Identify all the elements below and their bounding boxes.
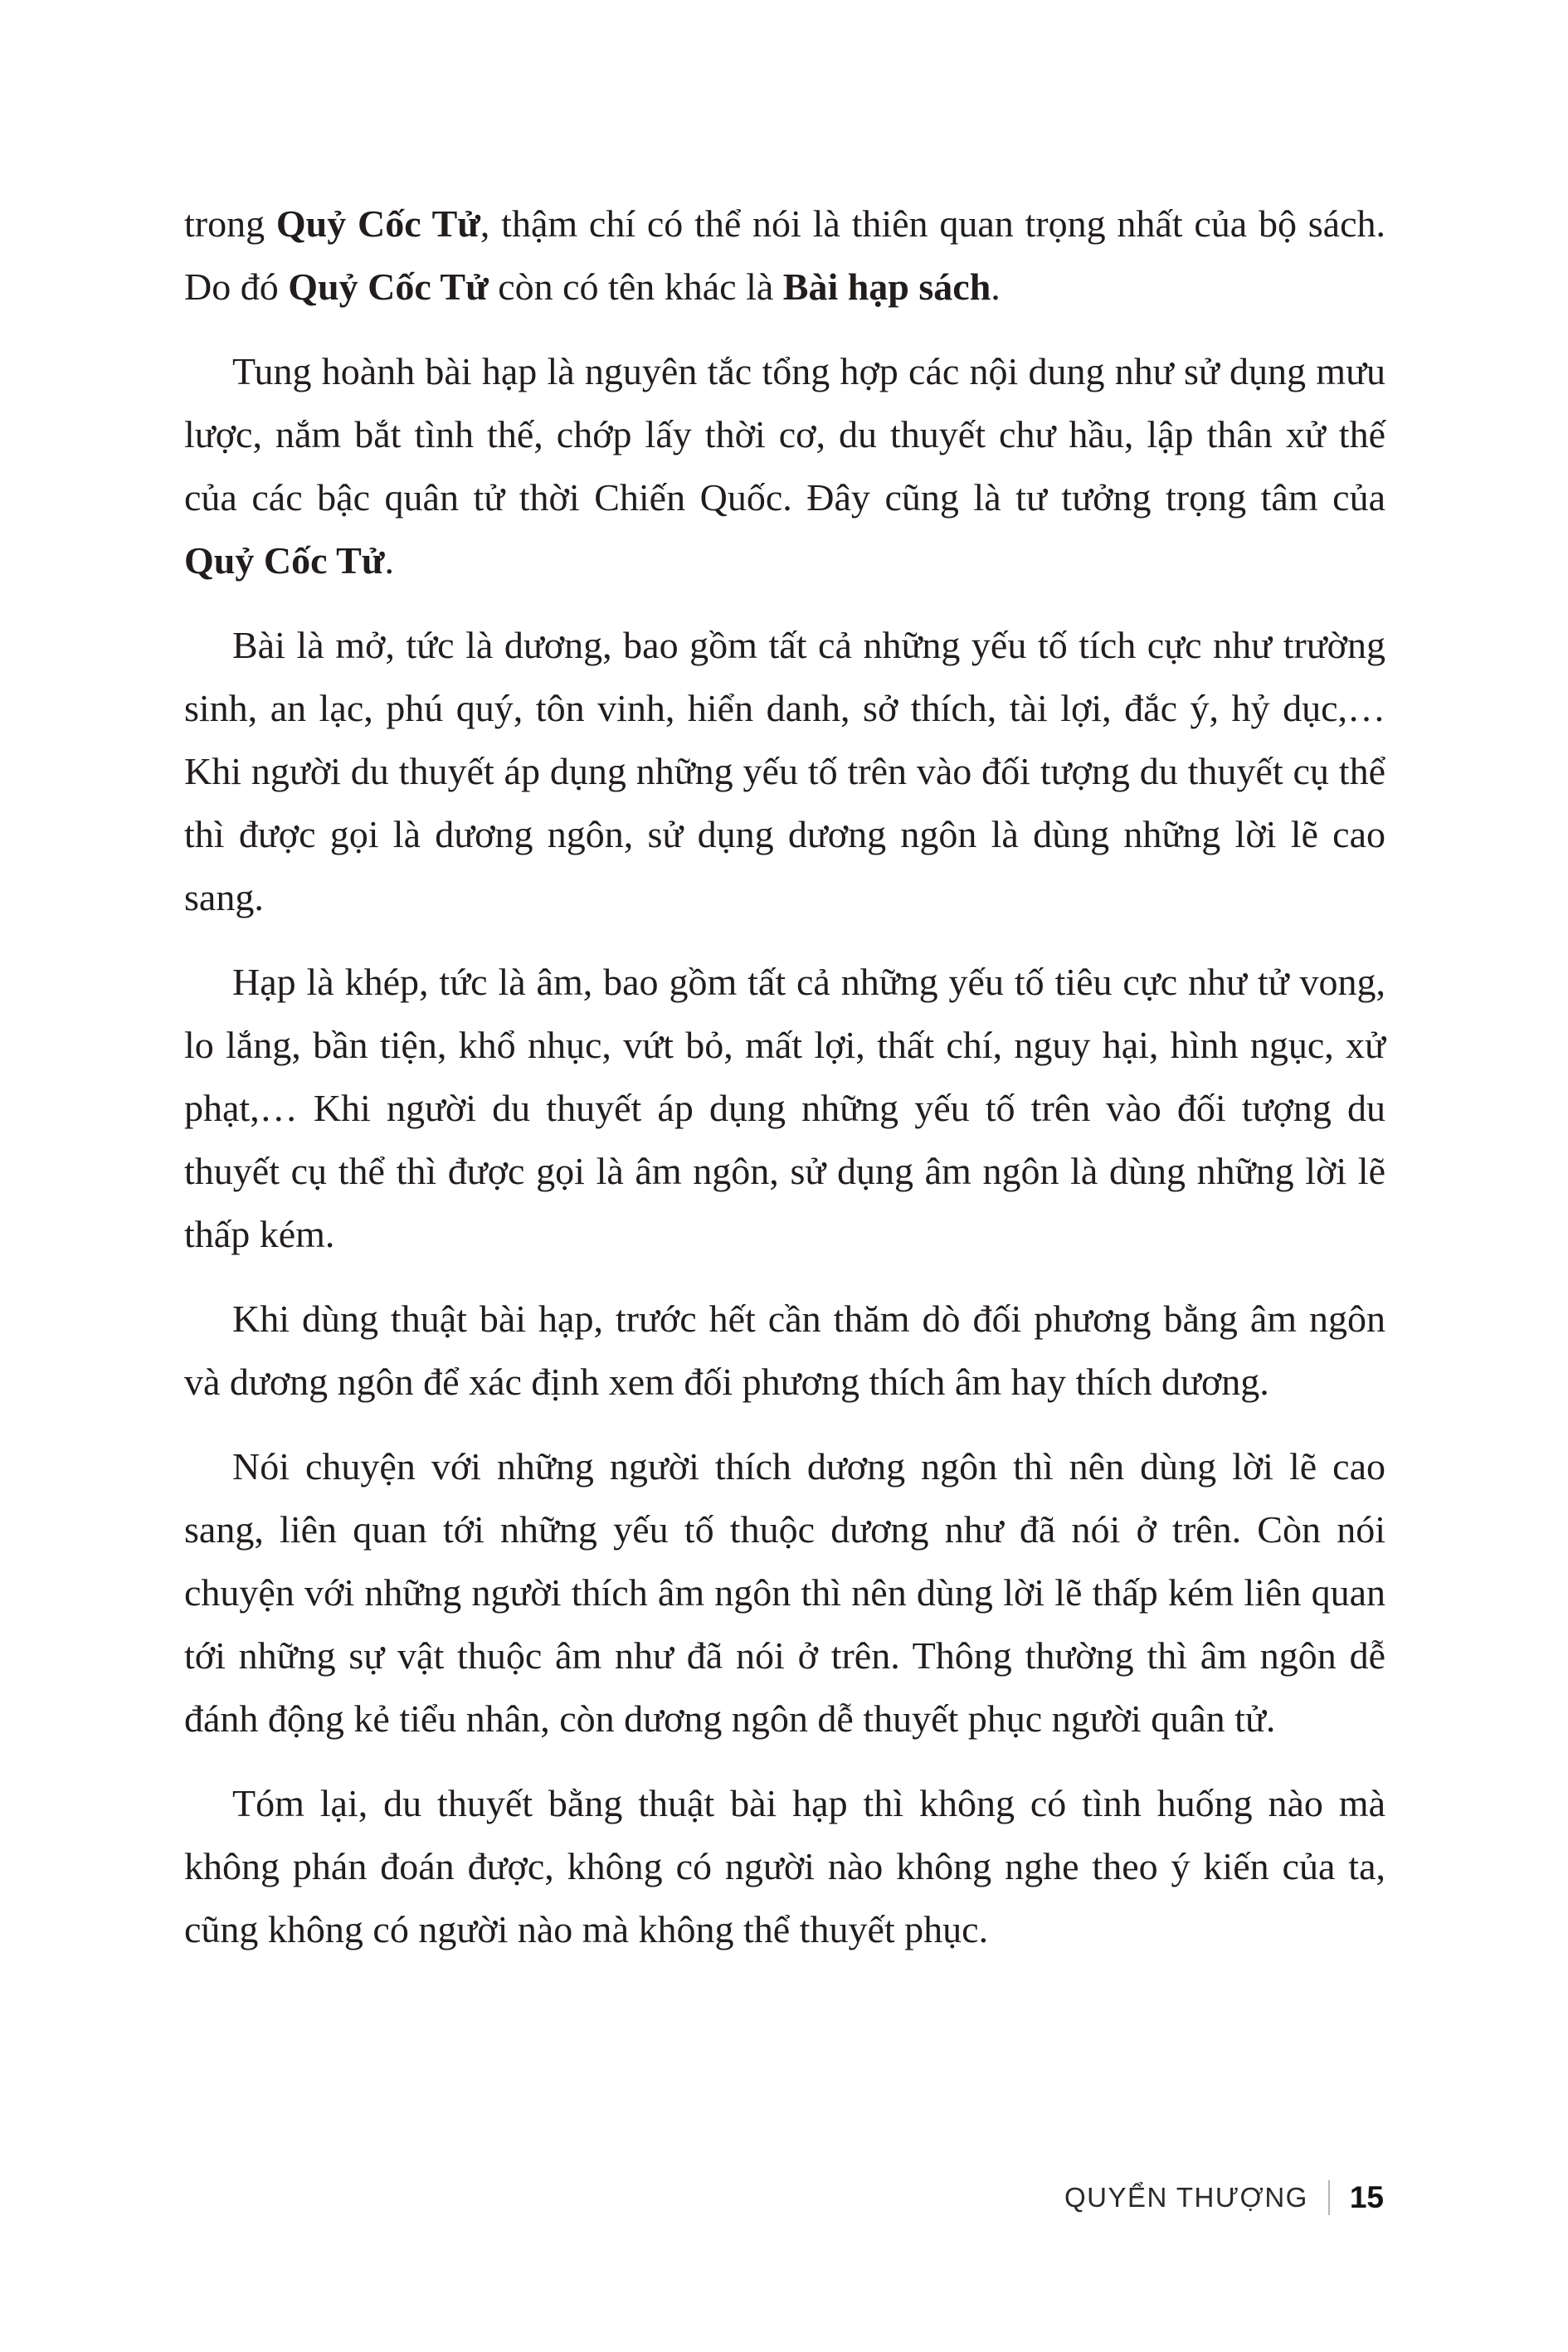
paragraph xyxy=(184,1435,1385,1751)
paragraph xyxy=(184,1772,1385,1961)
text-segment: còn có tên khác là xyxy=(488,265,783,308)
paragraph xyxy=(184,1288,1385,1414)
text-segment: trong xyxy=(184,202,276,245)
body-text xyxy=(184,192,1385,1983)
text-segment: Bài là mở, tức là dương, bao gồm tất cả những yếu tố tích cực như trường sinh, an lạc, phú quý, tôn vinh, hiển danh, sở thích, tài lợi, đắc ý, hỷ dục,… Khi người du thuyết áp dụng những yếu tố trên vào đối tượng du thuyết cụ thể thì được gọi là dương ngôn, sử dụng dương ngôn là dùng những lời lẽ cao sang. xyxy=(184,624,1385,918)
footer-divider xyxy=(1328,2180,1330,2215)
text-segment: Nói chuyện với những người thích dương ngôn thì nên dùng lời lẽ cao sang, liên quan tới những yếu tố thuộc dương như đã nói ở trên. Còn nói chuyện với những người thích âm ngôn thì nên dùng lời lẽ thấp kém liên quan tới những sự vật thuộc âm như đã nói ở trên. Thông thường thì âm ngôn dễ đánh động kẻ tiểu nhân, còn dương ngôn dễ thuyết phục người quân tử. xyxy=(184,1445,1385,1740)
text-segment: , thậm chí có thể nói là thiên quan trọng nhất của bộ sách. Do đó xyxy=(184,202,1385,308)
footer-section-title: QUYỂN THƯỢNG xyxy=(1064,2182,1308,2213)
text-segment: . xyxy=(384,539,394,582)
page-footer xyxy=(1064,2180,1384,2215)
bold-text-segment: Quỷ Cốc Tử xyxy=(288,265,489,308)
bold-text-segment: Quỷ Cốc Tử xyxy=(275,202,480,245)
paragraph xyxy=(184,614,1385,929)
paragraph xyxy=(184,340,1385,592)
text-segment: Tung hoành bài hạp là nguyên tắc tổng hợp các nội dung như sử dụng mưu lược, nắm bắt tình thế, chớp lấy thời cơ, du thuyết chư hầu, lập thân xử thế của các bậc quân tử thời Chiến Quốc. Đây cũng là tư tưởng trọng tâm của xyxy=(184,350,1385,519)
text-segment: . xyxy=(991,265,1001,308)
text-segment: Tóm lại, du thuyết bằng thuật bài hạp thì không có tình huống nào mà không phán đoán được, không có người nào không nghe theo ý kiến của ta, cũng không có người nào mà không thể thuyết phục. xyxy=(184,1782,1385,1950)
bold-text-segment: Bài hạp sách xyxy=(782,265,991,308)
text-segment: Hạp là khép, tức là âm, bao gồm tất cả những yếu tố tiêu cực như tử vong, lo lắng, bần tiện, khổ nhục, vứt bỏ, mất lợi, thất chí, nguy hại, hình ngục, xử phạt,… Khi người du thuyết áp dụng những yếu tố trên vào đối tượng du thuyết cụ thể thì được gọi là âm ngôn, sử dụng âm ngôn là dùng những lời lẽ thấp kém. xyxy=(184,961,1385,1255)
text-segment: Khi dùng thuật bài hạp, trước hết cần thăm dò đối phương bằng âm ngôn và dương ngôn để xác định xem đối phương thích âm hay thích dương. xyxy=(184,1298,1385,1403)
footer-page-number: 15 xyxy=(1349,2180,1384,2214)
paragraph xyxy=(184,951,1385,1266)
paragraph xyxy=(184,192,1385,319)
bold-text-segment: Quỷ Cốc Tử xyxy=(184,539,385,582)
